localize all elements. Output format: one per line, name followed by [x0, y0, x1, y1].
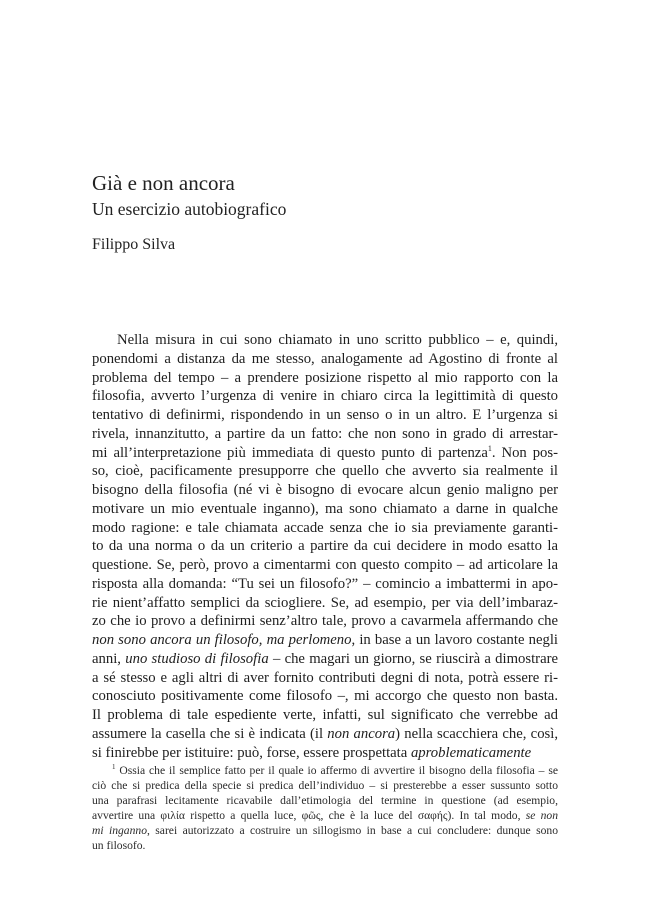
body-line: bisogno della filosofia (né vi è bisogno di evocare alcun genio maligno per	[92, 482, 558, 498]
body-line: so, cioè, pacificamente presupporre che quello che avverto sia realmente il	[92, 463, 558, 480]
body-line: Il problema di tale espediente verte, infatti, sul significato che verrebbe ad	[92, 707, 558, 723]
footnote	[92, 763, 558, 854]
footnote-reference[interactable]: 1	[487, 443, 492, 453]
body-line: rie nient’affatto semplici da sciogliere. Se, ad esempio, per via dell’imbaraz-	[92, 594, 558, 611]
italic-phrase: non ancora	[327, 725, 396, 742]
body-line: zo che io provo a definirmi senz’altro tale, provo a cavarmela affermando che	[92, 613, 558, 630]
footnote-line-text: , sarei autorizzato a costruire un sillogismo in base a cui concludere: dunque sono	[147, 824, 558, 838]
body-line: motivare un mio eventuale inganno), ma sono chiamato a darne in qualche	[92, 500, 558, 517]
body-line	[92, 631, 558, 650]
body-line-text: . Non pos-	[491, 444, 558, 461]
italic-phrase: se non	[525, 809, 558, 823]
body-line	[92, 744, 558, 763]
body-line	[92, 444, 558, 463]
body-line-text: assumere la casella che si è indicata (il	[92, 725, 324, 742]
footnote-line: ciò che si predica della specie si predica dell’individuo – si presterebbe a esser sussunto sotto	[92, 779, 558, 793]
body-paragraph	[92, 331, 558, 762]
body-line-text: anni,	[92, 650, 121, 667]
body-line: Nella misura in cui sono chiamato in uno scritto pubblico – e, quindi,	[117, 332, 558, 348]
footnote-line-text: Ossia che il semplice fatto per il quale io affermo di avvertire il bisogno della filosofia – se	[119, 764, 558, 777]
footnote-mark: 1	[112, 763, 116, 772]
italic-phrase: mi inganno	[92, 824, 147, 838]
body-line	[92, 725, 558, 744]
body-line: tentativo di definirmi, rispondendo in un senso o in un altro. E l’urgenza si	[92, 407, 558, 423]
body-line: rivela, innanzitutto, a partire da un fatto: che non sono in grado di arrestar-	[92, 425, 558, 442]
body-line-text: si finirebbe per istituire: può, forse, essere prospettata	[92, 744, 408, 761]
body-line-text: ) nella scacchiera che, così,	[395, 725, 559, 742]
body-line: modo ragione: e tale chiamata accade senza che io sia previamente garanti-	[92, 519, 558, 536]
article-title: Già e non ancora	[92, 171, 235, 195]
footnote-line	[92, 763, 558, 778]
body-line: filosofia, avverto l’urgenza di venire in chiaro circa la legittimità di questo	[92, 388, 558, 405]
body-line: to da una norma o da un criterio a partire da cui decidere in modo esatto la	[92, 538, 558, 555]
body-line: risposta alla domanda: “Tu sei un filosofo?” – comincio a imbattermi in apo-	[92, 575, 558, 592]
body-line-text: mi all’interpretazione più immediata di questo punto di partenza	[92, 444, 488, 461]
body-line-text: – che magari un giorno, se riuscirà a dimostrare	[268, 650, 558, 667]
body-line-text: , in base a un lavoro costante negli	[351, 632, 558, 648]
body-line: problema del tempo – a prendere posizione rispetto al mio rapporto con la	[92, 369, 558, 386]
article-subtitle: Un esercizio autobiografico	[92, 199, 287, 219]
body-line: a sé stesso e agli altri di aver fornito contributi degni di nota, potrà essere ri-	[92, 669, 558, 686]
footnote-line-text: avvertire una φιλία rispetto a quella luce, φῶς, che è la luce del σαφής). In tal modo,	[92, 809, 521, 823]
footnote-line: un filosofo.	[92, 839, 146, 853]
footnote-line: una parafrasi lecitamente ricavabile dall’etimologia del termine in questione (ad esempio,	[92, 794, 558, 808]
body-line: conosciuto positivamente come filosofo –, mi accorgo che questo non basta.	[92, 688, 558, 705]
italic-phrase: uno studioso di filosofia	[125, 650, 269, 667]
body-line: questione. Se, però, provo a cimentarmi con questo compito – ad articolare la	[92, 557, 558, 573]
footnote-line	[92, 808, 558, 823]
italic-phrase: non sono ancora un filosofo, ma perlomeno	[92, 632, 352, 648]
body-line: ponendomi a distanza da me stesso, analogamente ad Agostino di fronte al	[92, 350, 558, 367]
italic-phrase: aproblematicamente	[410, 744, 532, 761]
body-line	[92, 650, 558, 669]
footnote-line	[92, 823, 558, 838]
article-author: Filippo Silva	[92, 236, 176, 253]
